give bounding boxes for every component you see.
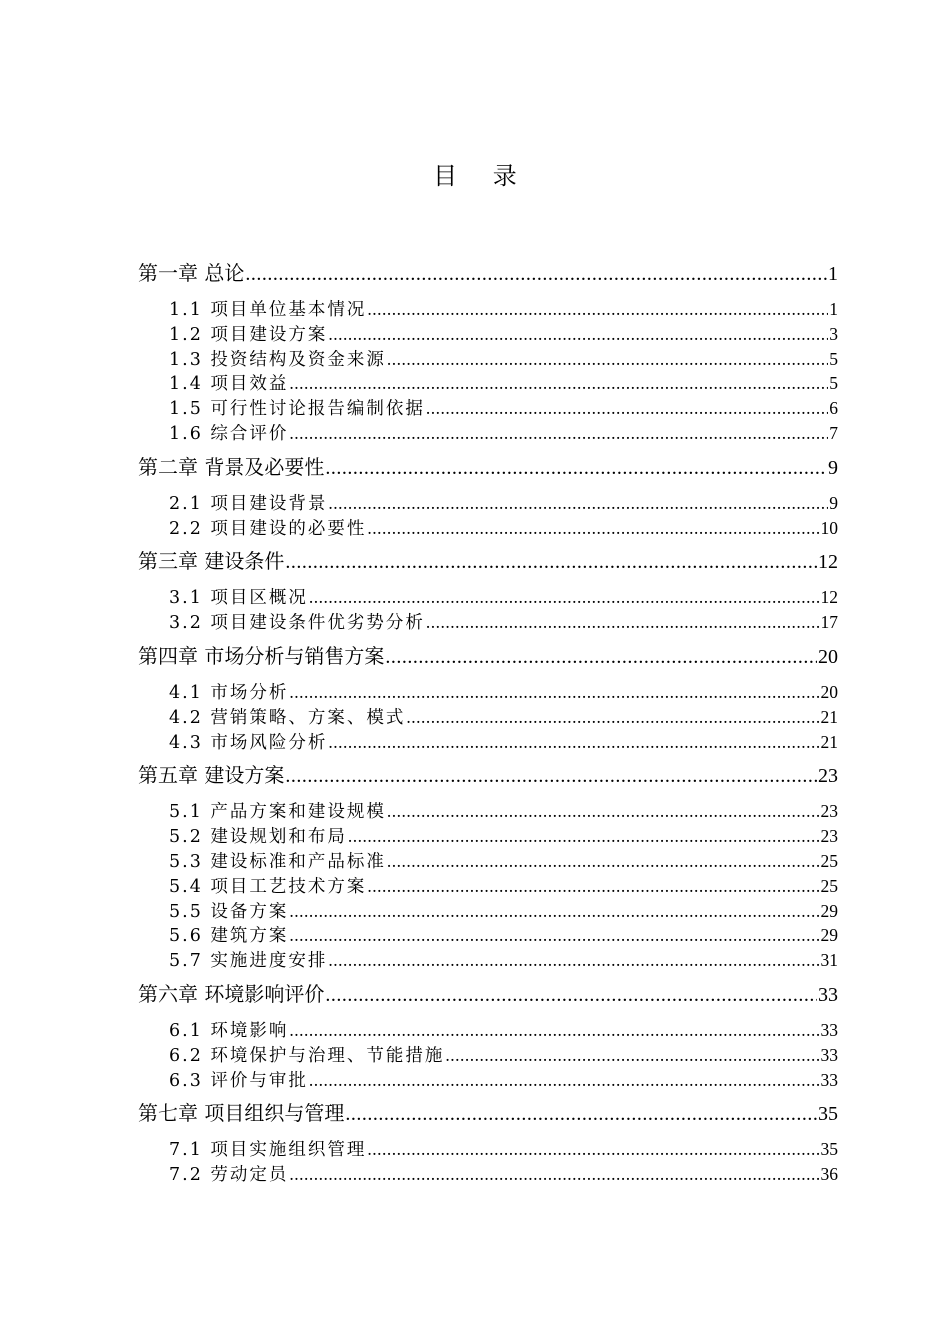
toc-chapter-entry[interactable] xyxy=(138,641,838,672)
toc-entry-label: 1.4 项目效益 xyxy=(169,374,289,395)
toc-page-number: 21 xyxy=(820,731,838,752)
toc-section-entry[interactable] xyxy=(138,516,838,541)
toc-section-entry[interactable] xyxy=(138,1068,838,1093)
toc-leader-dots xyxy=(348,824,820,850)
toc-page-number: 1 xyxy=(829,299,838,319)
toc-page-number: 29 xyxy=(820,925,838,946)
toc-section-entry[interactable] xyxy=(138,799,838,824)
toc-page-number: 23 xyxy=(820,801,838,822)
toc-entry-label: 2.2 项目建设的必要性 xyxy=(169,518,367,539)
toc-section-entry[interactable] xyxy=(138,824,838,849)
toc-chapter-entry[interactable] xyxy=(138,258,838,289)
toc-leader-dots xyxy=(289,421,828,447)
toc-entry-label: 1.3 投资结构及资金来源 xyxy=(169,349,386,370)
toc-section-entry[interactable] xyxy=(138,730,838,755)
toc-entry-label: 5.6 建筑方案 xyxy=(169,926,289,947)
toc-page-number: 9 xyxy=(829,492,838,513)
toc-page-number: 25 xyxy=(820,850,838,871)
toc-page-number: 5 xyxy=(829,348,838,369)
toc-page-number: 10 xyxy=(820,517,838,538)
toc-page-number: 35 xyxy=(820,1139,838,1160)
toc-leader-dots xyxy=(328,948,819,974)
toc-page-number: 33 xyxy=(820,1044,838,1065)
toc-section-entry[interactable] xyxy=(138,347,838,372)
toc-page-number: 21 xyxy=(820,706,838,727)
toc-section-entry[interactable] xyxy=(138,923,838,948)
toc-leader-dots xyxy=(328,730,819,756)
toc-leader-dots xyxy=(285,546,817,578)
toc-leader-dots xyxy=(445,1043,819,1069)
toc-page-number: 7 xyxy=(829,422,838,443)
toc-leader-dots xyxy=(245,258,827,290)
toc-entry-label: 4.2 营销策略、方案、模式 xyxy=(169,707,406,728)
toc-page-number: 33 xyxy=(818,983,838,1006)
toc-page-number: 20 xyxy=(820,681,838,702)
toc-entry-label: 6.2 环境保护与治理、节能措施 xyxy=(169,1045,445,1066)
toc-entry-label: 7.2 劳动定员 xyxy=(169,1165,289,1186)
toc-leader-dots xyxy=(367,516,819,542)
toc-chapter-entry[interactable] xyxy=(138,760,838,791)
toc-entry-label: 5.1 产品方案和建设规模 xyxy=(169,802,386,823)
toc-page-number: 5 xyxy=(829,373,838,394)
toc-leader-dots xyxy=(387,849,820,875)
toc-page-number: 9 xyxy=(828,456,838,479)
toc-leader-dots xyxy=(345,1098,817,1130)
toc-section-entry[interactable] xyxy=(138,421,838,446)
toc-entry-label: 1.6 综合评价 xyxy=(169,423,289,444)
toc-leader-dots xyxy=(426,610,820,636)
toc-chapter-entry[interactable] xyxy=(138,1098,838,1129)
toc-chapter-entry[interactable] xyxy=(138,452,838,483)
toc-entry-label: 6.3 评价与审批 xyxy=(169,1070,308,1091)
toc-leader-dots xyxy=(289,923,819,949)
toc-entry-label: 5.3 建设标准和产品标准 xyxy=(169,851,386,872)
toc-leader-dots xyxy=(387,347,828,373)
table-of-contents xyxy=(138,258,838,1187)
toc-section-entry[interactable] xyxy=(138,874,838,899)
toc-entry-label: 5.5 设备方案 xyxy=(169,901,289,922)
toc-leader-dots xyxy=(325,452,827,484)
toc-page-number: 33 xyxy=(820,1069,838,1090)
toc-section-entry[interactable] xyxy=(138,948,838,973)
toc-section-entry[interactable] xyxy=(138,705,838,730)
toc-page-number: 3 xyxy=(829,323,838,344)
toc-section-entry[interactable] xyxy=(138,585,838,610)
toc-page-number: 12 xyxy=(820,587,838,608)
toc-entry-label: 3.2 项目建设条件优劣势分析 xyxy=(169,613,425,634)
toc-leader-dots xyxy=(367,297,828,323)
toc-page-number: 23 xyxy=(818,765,838,788)
toc-entry-label: 6.1 环境影响 xyxy=(169,1020,289,1041)
toc-entry-label: 3.1 项目区概况 xyxy=(169,588,308,609)
toc-page-number: 12 xyxy=(818,551,838,574)
toc-entry-label: 第四章 市场分析与销售方案 xyxy=(138,643,385,668)
toc-entry-label: 4.1 市场分析 xyxy=(169,682,289,703)
toc-leader-dots xyxy=(328,491,828,517)
toc-entry-label: 1.2 项目建设方案 xyxy=(169,324,328,345)
toc-section-entry[interactable] xyxy=(138,297,838,322)
toc-entry-label: 第三章 建设条件 xyxy=(138,549,285,574)
toc-entry-label: 第二章 背景及必要性 xyxy=(138,454,325,479)
toc-entry-label: 5.7 实施进度安排 xyxy=(169,951,328,972)
toc-leader-dots xyxy=(426,396,828,422)
toc-section-entry[interactable] xyxy=(138,1043,838,1068)
toc-title: 目 录 xyxy=(433,162,531,190)
toc-leader-dots xyxy=(309,1068,820,1094)
toc-leader-dots xyxy=(367,874,819,900)
toc-leader-dots xyxy=(406,705,819,731)
toc-leader-dots xyxy=(289,1018,819,1044)
toc-section-entry[interactable] xyxy=(138,491,838,516)
toc-chapter-entry[interactable] xyxy=(138,979,838,1010)
toc-leader-dots xyxy=(328,322,828,348)
toc-page-number: 31 xyxy=(820,950,838,971)
toc-page-number: 25 xyxy=(820,875,838,896)
toc-leader-dots xyxy=(385,641,817,673)
toc-section-entry[interactable] xyxy=(138,610,838,635)
toc-entry-label: 1.5 可行性讨论报告编制依据 xyxy=(169,399,425,420)
toc-entry-label: 第五章 建设方案 xyxy=(138,763,285,788)
toc-leader-dots xyxy=(309,585,820,611)
toc-page-number: 36 xyxy=(820,1164,838,1185)
toc-section-entry[interactable] xyxy=(138,899,838,924)
toc-section-entry[interactable] xyxy=(138,1137,838,1162)
toc-entry-label: 第一章 总论 xyxy=(138,261,245,285)
toc-section-entry[interactable] xyxy=(138,1162,838,1187)
toc-page-number: 29 xyxy=(820,900,838,921)
toc-entry-label: 1.1 项目单位基本情况 xyxy=(169,300,367,320)
toc-leader-dots xyxy=(325,979,817,1011)
toc-leader-dots xyxy=(289,680,819,706)
toc-page-number: 33 xyxy=(820,1019,838,1040)
toc-page-number: 20 xyxy=(818,645,838,668)
toc-leader-dots xyxy=(285,760,817,792)
toc-section-entry[interactable] xyxy=(138,1018,838,1043)
toc-page-number: 17 xyxy=(820,612,838,633)
toc-page-number: 35 xyxy=(818,1103,838,1126)
toc-entry-label: 4.3 市场风险分析 xyxy=(169,732,328,753)
toc-section-entry[interactable] xyxy=(138,680,838,705)
toc-page-number: 1 xyxy=(828,263,838,285)
toc-entry-label: 第六章 环境影响评价 xyxy=(138,981,325,1006)
toc-section-entry[interactable] xyxy=(138,849,838,874)
toc-entry-label: 5.4 项目工艺技术方案 xyxy=(169,876,367,897)
toc-section-entry[interactable] xyxy=(138,322,838,347)
toc-leader-dots xyxy=(289,899,819,925)
toc-entry-label: 5.2 建设规划和布局 xyxy=(169,827,347,848)
toc-entry-label: 第七章 项目组织与管理 xyxy=(138,1101,345,1126)
toc-page-number: 23 xyxy=(820,826,838,847)
toc-leader-dots xyxy=(289,1162,819,1188)
toc-chapter-entry[interactable] xyxy=(138,546,838,577)
toc-page-number: 6 xyxy=(829,398,838,419)
toc-leader-dots xyxy=(289,371,828,397)
toc-leader-dots xyxy=(387,799,820,825)
toc-section-entry[interactable] xyxy=(138,371,838,396)
toc-leader-dots xyxy=(367,1137,819,1163)
toc-entry-label: 2.1 项目建设背景 xyxy=(169,493,328,514)
toc-entry-label: 7.1 项目实施组织管理 xyxy=(169,1140,367,1161)
toc-section-entry[interactable] xyxy=(138,396,838,421)
